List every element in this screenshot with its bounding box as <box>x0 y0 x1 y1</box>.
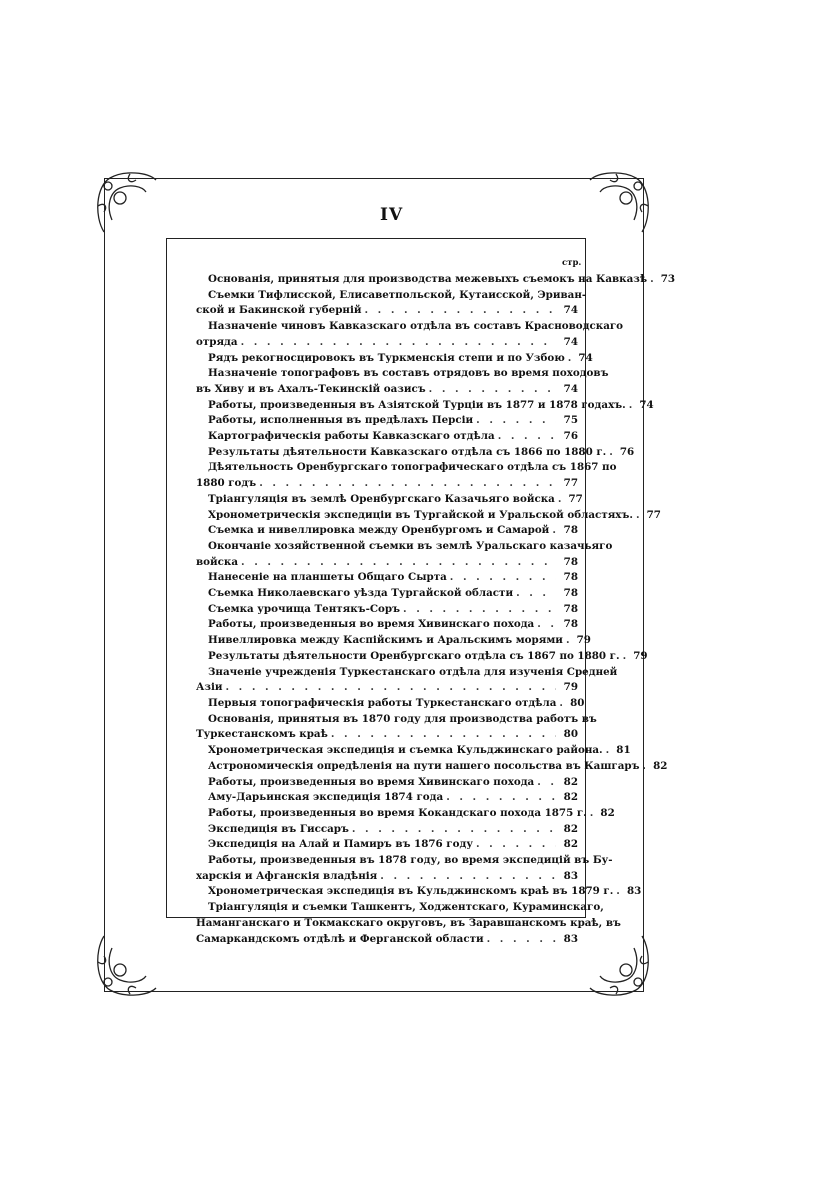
toc-entry-page: 82 <box>563 775 578 788</box>
toc-entry-page: 78 <box>563 587 578 600</box>
toc-entry <box>196 853 613 884</box>
toc-entry-page: 74 <box>563 304 578 317</box>
toc-entry-page: 78 <box>563 555 578 568</box>
toc-entry-page: 79 <box>576 634 591 647</box>
toc-entry-line <box>196 460 617 476</box>
toc-entry <box>196 775 578 791</box>
dot-leader <box>549 523 556 539</box>
dot-leader <box>400 602 556 618</box>
toc-entry <box>196 759 668 775</box>
page-column-label: стр. <box>562 258 582 268</box>
toc-entry-text: Дѣятельность Оренбургскаго топографическаго отдѣла съ 1867 по <box>208 461 617 474</box>
toc-entry-page: 74 <box>578 351 593 364</box>
dot-leader <box>495 429 556 445</box>
toc-entry-line <box>196 900 604 916</box>
dot-leader <box>377 869 556 885</box>
toc-entry-line <box>196 319 624 335</box>
toc-entry <box>196 445 635 461</box>
toc-entry-line <box>196 413 578 429</box>
toc-entry-page: 81 <box>616 744 631 757</box>
toc-entry-text: Работы, произведенныя въ Азіятской Турціи въ 1877 и 1878 годахъ. <box>208 398 626 411</box>
toc-entry-line <box>196 665 618 681</box>
toc-entry-line <box>196 837 578 853</box>
toc-entry-text: Работы, произведенныя во время Кокандскаго похода 1875 г. <box>208 806 587 819</box>
toc-entry-line <box>196 539 613 555</box>
toc-entry-page: 83 <box>626 885 642 898</box>
toc-entry-text: Тріангуляція и съемки Ташкентъ, Ходжентскаго, Кураминскаго, <box>208 901 604 914</box>
dot-leader <box>223 680 556 696</box>
toc-entry-page: 83 <box>563 932 578 945</box>
toc-entry-line <box>196 743 631 759</box>
toc-entry-text: Рядъ рекогносцировокъ въ Туркменскія степи и по Узбою <box>208 351 565 364</box>
toc-entry-text: Самаркандскомъ отдѣлѣ и Ферганской области <box>196 932 484 945</box>
toc-entry-page: 77 <box>568 492 583 505</box>
toc-entry-line <box>196 696 585 712</box>
dot-leader <box>447 570 556 586</box>
toc-entry-line <box>196 806 615 822</box>
toc-entry-text: Хронометрическая экспедиція и съемка Кульджинскаго района. <box>208 744 603 757</box>
toc-entry-text: харскія и Афганскія владѣнія <box>196 869 378 882</box>
toc-entry-line <box>196 727 578 743</box>
toc-entry-text: Работы, произведенныя во время Хивинскаго похода <box>208 618 535 631</box>
toc-entry-text: Работы, исполненныя въ предѣлахъ Персіи <box>208 414 474 427</box>
dot-leader <box>534 617 556 633</box>
toc-entry-page: 73 <box>660 273 676 285</box>
toc-entry <box>196 523 578 539</box>
toc-entry-text: Хронометрическая экспедиція въ Кульджинскомъ краѣ въ 1879 г. <box>208 885 614 898</box>
toc-entry <box>196 806 615 822</box>
ornament-bottom-left-icon <box>90 932 160 1002</box>
toc-entry-line <box>196 570 578 586</box>
toc-entry-page: 76 <box>563 430 578 443</box>
toc-entry-line <box>196 586 578 602</box>
toc-entry-page: 74 <box>639 398 654 411</box>
toc-entry <box>196 366 609 397</box>
dot-leader <box>513 586 556 602</box>
toc-entry-page: 75 <box>563 414 578 427</box>
toc-entry <box>196 570 578 586</box>
toc-entry-page: 83 <box>563 869 578 882</box>
toc-entry-text: Работы, произведенныя въ 1878 году, во время экспедицій въ Бу- <box>208 854 613 867</box>
toc-entry <box>196 633 591 649</box>
toc-entry-line <box>196 335 578 351</box>
dot-leader <box>473 413 556 429</box>
toc-entry-text: Съемка и нивеллировка между Оренбургомъ и Самарой <box>208 524 550 537</box>
dot-leader <box>256 476 556 492</box>
toc-entry-text: Нивеллировка между Каспійскимъ и Аральскимъ морями <box>208 634 563 647</box>
toc-entry-text: Тріангуляція въ землѣ Оренбургскаго Казачьяго войска <box>208 492 555 505</box>
toc-entry-line <box>196 790 578 806</box>
toc-entry <box>196 288 587 319</box>
toc-entry-line <box>196 775 578 791</box>
ornament-bottom-right-icon <box>586 932 656 1002</box>
toc-entry <box>196 398 654 414</box>
dot-leader <box>443 790 556 806</box>
toc-entry-text: Азіи <box>196 681 223 694</box>
toc-entry-line <box>196 476 578 492</box>
toc-entry-text: Нанесеніе на планшеты Общаго Сырта <box>208 571 447 584</box>
toc-entry-page: 78 <box>563 571 578 584</box>
toc-entry-text: Первыя топографическія работы Туркестанскаго отдѣла <box>208 696 557 709</box>
toc-entry-text: отряда <box>196 335 238 348</box>
toc-entry-line <box>196 822 578 838</box>
toc-entry-text: Астрономическія опредѣленія на пути нашего посольства въ Кашгаръ <box>208 759 640 772</box>
toc-entry-line <box>196 853 613 869</box>
toc-entry <box>196 413 578 429</box>
toc-entry-text: Значеніе учрежденія Туркестанскаго отдѣла для изученія Средней <box>208 665 618 678</box>
toc-entry-line <box>196 351 593 367</box>
toc-entry-text: ской и Бакинской губерній <box>196 304 362 317</box>
toc-entry-line <box>196 382 578 398</box>
toc-entry-text: 1880 годъ <box>196 477 257 490</box>
toc-entry-text: Аму-Дарьинская экспедиція 1874 года <box>208 791 444 804</box>
dot-leader <box>328 727 556 743</box>
toc-entry-text: Картографическія работы Кавказскаго отдѣла <box>208 430 495 443</box>
toc-entry <box>196 884 642 900</box>
dot-leader <box>484 932 556 948</box>
toc-entry-line <box>196 523 578 539</box>
dot-leader <box>238 555 556 571</box>
toc-entry-line <box>196 712 597 728</box>
toc-entry <box>196 649 648 665</box>
toc-entry-text: Наманганскаго и Токмакскаго округовъ, въ Заравшанскомъ краѣ, въ <box>196 916 621 929</box>
toc-entry-line <box>196 617 578 633</box>
toc-entry-line <box>196 869 578 885</box>
toc-entry <box>196 617 578 633</box>
ornament-top-right-icon <box>586 166 656 236</box>
toc-entry-text: Основанія, принятыя для производства межевыхъ съемокъ на Кавказѣ <box>208 273 648 285</box>
toc-entry-text: Экспедиція въ Гиссаръ <box>208 822 349 835</box>
toc-entry-line <box>196 429 578 445</box>
toc-entry-line <box>196 759 668 775</box>
dot-leader <box>534 775 556 791</box>
toc-entry <box>196 900 621 947</box>
toc-entry <box>196 837 578 853</box>
toc-entry-line <box>196 555 578 571</box>
toc-entry-page: 74 <box>563 382 578 395</box>
toc-entry-line <box>196 508 661 524</box>
toc-entry-text: Съемка Николаевскаго уѣзда Тургайской области <box>208 587 514 600</box>
toc-entry-page: 80 <box>563 728 578 741</box>
toc-entry-text: Окончаніе хозяйственной съемки въ землѣ Уральскаго казачьяго <box>208 539 613 552</box>
toc-entry <box>196 319 624 350</box>
toc-entry <box>196 508 661 524</box>
toc-entry <box>196 696 585 712</box>
dot-leader <box>349 822 556 838</box>
toc-entry-page: 78 <box>563 524 578 537</box>
toc-entry-line <box>196 492 583 508</box>
toc-entry-text: войска <box>196 555 239 568</box>
toc-entry <box>196 665 618 696</box>
toc-entry-text: Назначеніе топографовъ въ составъ отрядовъ во время походовъ <box>208 367 609 380</box>
toc-entry-line <box>196 680 578 696</box>
toc-entry-line <box>196 932 578 948</box>
toc-entry-text: Работы, произведенныя во время Хивинскаго похода <box>208 775 535 788</box>
toc-entry-text: въ Хиву и въ Ахалъ-Текинскій оазисъ <box>196 382 426 395</box>
toc-entry <box>196 460 617 491</box>
toc-entry-line <box>196 288 587 304</box>
toc-entry <box>196 790 578 806</box>
toc-entry-line <box>196 884 642 900</box>
toc-entry-page: 82 <box>563 791 578 804</box>
toc-entry-line <box>196 366 609 382</box>
toc-entry-line <box>196 916 621 932</box>
toc-entry-page: 82 <box>563 838 578 851</box>
toc-entry-page: 79 <box>563 681 578 694</box>
toc-entry-page: 82 <box>600 806 615 819</box>
toc-entry-text: Экспедиція на Алай и Памиръ въ 1876 году <box>208 838 473 851</box>
toc-entry-line <box>196 303 578 319</box>
toc-entry-page: 80 <box>570 696 585 709</box>
toc-entry-text: Результаты дѣятельности Оренбургскаго отдѣла съ 1867 по 1880 г. <box>208 649 620 662</box>
toc-entry-page: 74 <box>563 335 578 348</box>
table-of-contents <box>196 272 676 947</box>
toc-entry <box>196 712 597 743</box>
toc-entry <box>196 822 578 838</box>
toc-entry-text: Хронометрическія экспедиціи въ Тургайской и Уральской областяхъ. <box>208 508 633 521</box>
toc-entry <box>196 743 631 759</box>
page-number: IV <box>380 205 404 225</box>
toc-entry-page: 82 <box>563 822 578 835</box>
toc-entry-line <box>196 272 676 288</box>
toc-entry-line <box>196 602 578 618</box>
toc-entry-page: 79 <box>633 649 648 662</box>
toc-entry <box>196 539 613 570</box>
toc-entry-line <box>196 633 591 649</box>
dot-leader <box>362 303 557 319</box>
toc-entry-page: 76 <box>619 445 635 458</box>
toc-entry-page: 78 <box>563 602 578 615</box>
toc-entry-page: 77 <box>563 477 578 490</box>
toc-entry <box>196 492 583 508</box>
dot-leader <box>426 382 556 398</box>
toc-entry-page: 77 <box>646 508 661 521</box>
toc-entry-text: Основанія, принятыя въ 1870 году для производства работъ въ <box>208 712 597 725</box>
toc-entry-line <box>196 445 635 461</box>
toc-entry-text: Назначеніе чиновъ Кавказскаго отдѣла въ составъ Красноводскаго <box>208 320 624 333</box>
toc-entry-page: 78 <box>563 618 578 631</box>
dot-leader <box>238 335 556 351</box>
toc-entry-text: Съемки Тифлисской, Елисаветпольской, Кутаисской, Эриван- <box>208 288 587 301</box>
toc-entry <box>196 586 578 602</box>
toc-entry <box>196 351 593 367</box>
ornament-top-left-icon <box>90 166 160 236</box>
toc-entry <box>196 602 578 618</box>
toc-entry-text: Туркестанскомъ краѣ <box>196 728 328 741</box>
toc-entry-line <box>196 398 654 414</box>
toc-entry-text: Результаты дѣятельности Кавказскаго отдѣла съ 1866 по 1880 г. <box>208 445 607 458</box>
dot-leader <box>473 837 556 853</box>
toc-entry <box>196 272 676 288</box>
toc-entry <box>196 429 578 445</box>
toc-entry-line <box>196 649 648 665</box>
toc-entry-text: Съемка урочища Тентякъ-Соръ <box>208 602 401 615</box>
toc-entry-page: 82 <box>653 759 668 772</box>
